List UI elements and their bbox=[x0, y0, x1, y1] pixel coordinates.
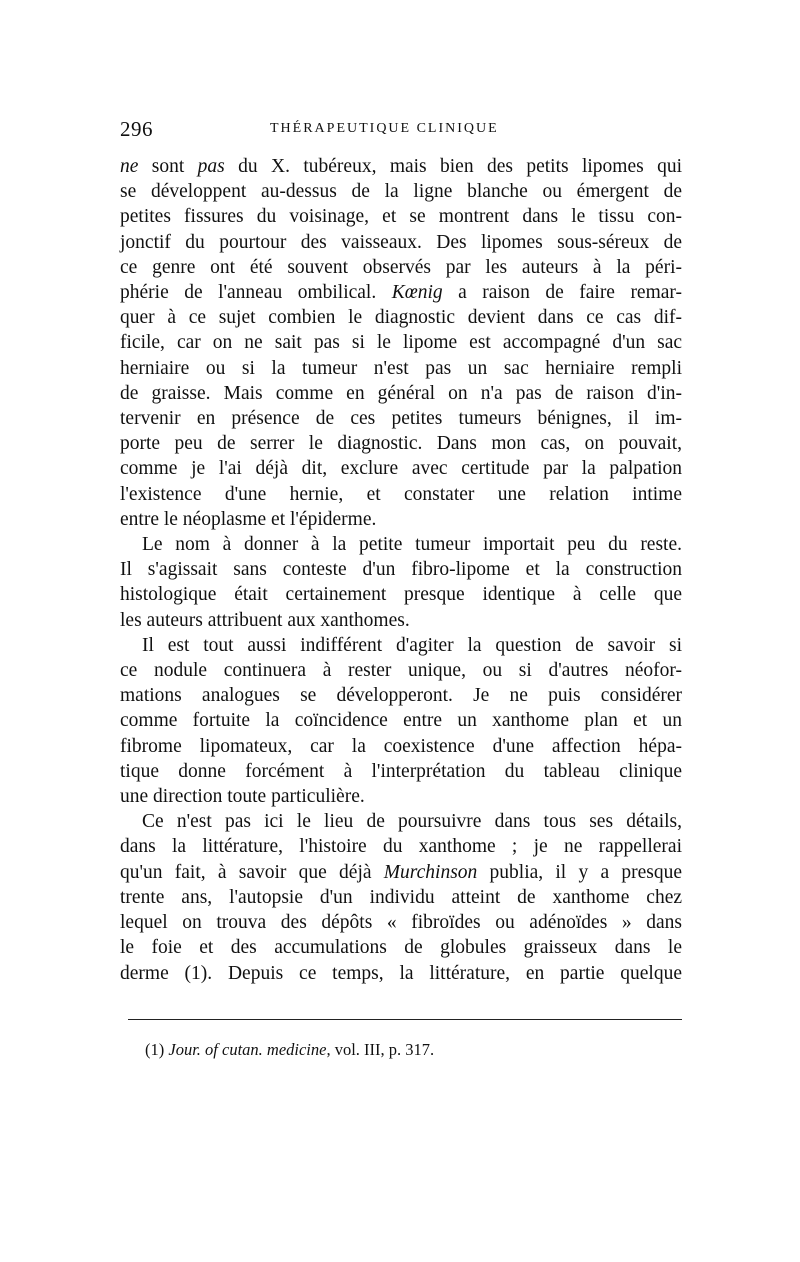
text-fragment: du X. tubéreux, mais bien des petits lipomes qui bbox=[224, 156, 682, 177]
text-line: le foie et des accumulations de globules graisseux dans le bbox=[120, 937, 682, 959]
text-line: herniaire ou si la tumeur n'est pas un sac herniaire rempli bbox=[120, 357, 682, 379]
text-line: histologique était certainement presque identique à celle que bbox=[120, 584, 682, 606]
text-line: tervenir en présence de ces petites tumeurs bénignes, il im- bbox=[120, 408, 682, 430]
italic-author: Kœnig bbox=[391, 282, 443, 304]
text-line bbox=[120, 154, 682, 179]
text-fragment: sont bbox=[138, 156, 198, 177]
footnote bbox=[145, 1040, 434, 1060]
text-line: petites fissures du voisinage, et se montrent dans le tissu con- bbox=[120, 206, 682, 228]
text-line: lequel on trouva des dépôts « fibroïdes ou adénoïdes » dans bbox=[120, 912, 682, 934]
text-line bbox=[120, 280, 682, 305]
text-line: de graisse. Mais comme en général on n'a pas de raison d'in- bbox=[120, 382, 682, 404]
text-line: se développent au-dessus de la ligne blanche ou émergent de bbox=[120, 181, 682, 203]
footnote-divider bbox=[128, 1019, 682, 1020]
text-fragment: a raison de faire remar- bbox=[442, 282, 683, 304]
text-line: ce genre ont été souvent observés par les auteurs à la péri- bbox=[120, 256, 682, 278]
text-fragment: publia, il y a presque bbox=[477, 861, 682, 883]
paragraph-3 bbox=[120, 633, 682, 809]
text-line: dans la littérature, l'histoire du xanthome ; je ne rappellerai bbox=[120, 836, 682, 858]
text-line: entre le néoplasme et l'épiderme. bbox=[120, 508, 377, 530]
page-number: 296 bbox=[120, 117, 153, 141]
text-line: Il s'agissait sans conteste d'un fibro-lipome et la construction bbox=[120, 559, 682, 581]
paragraph-1 bbox=[120, 154, 682, 532]
page-header bbox=[120, 117, 680, 141]
text-fragment: phérie de l'anneau ombilical. bbox=[120, 282, 392, 304]
footnote-number: (1) bbox=[145, 1040, 165, 1059]
italic-author: Murchinson bbox=[383, 861, 478, 883]
text-line: jonctif du pourtour des vaisseaux. Des lipomes sous-séreux de bbox=[120, 231, 682, 253]
text-line: Le nom à donner à la petite tumeur importait peu du reste. bbox=[142, 534, 682, 556]
text-line: comme fortuite la coïncidence entre un xanthome plan et un bbox=[120, 710, 682, 732]
text-line: trente ans, l'autopsie d'un individu atteint de xanthome chez bbox=[120, 886, 682, 908]
paragraph-2 bbox=[120, 532, 682, 633]
body-text bbox=[120, 154, 682, 986]
text-line: comme je l'ai déjà dit, exclure avec certitude par la palpation bbox=[120, 458, 682, 480]
text-line: tique donne forcément à l'interprétation du tableau clinique bbox=[120, 760, 682, 782]
text-line bbox=[120, 860, 682, 885]
text-line: les auteurs attribuent aux xanthomes. bbox=[120, 609, 410, 631]
text-line: fibrome lipomateux, car la coexistence d'une affection hépa- bbox=[120, 735, 682, 757]
text-fragment: qu'un fait, à savoir que déjà bbox=[120, 861, 384, 883]
text-line: Ce n'est pas ici le lieu de poursuivre dans tous ses détails, bbox=[142, 811, 682, 833]
text-line: ficile, car on ne sait pas si le lipome est accompagné d'un sac bbox=[120, 332, 682, 354]
paragraph-4 bbox=[120, 809, 682, 985]
text-line: porte peu de serrer le diagnostic. Dans mon cas, on pouvait, bbox=[120, 433, 682, 455]
text-line: mations analogues se développeront. Je ne puis considérer bbox=[120, 685, 682, 707]
text-line: une direction toute particulière. bbox=[120, 786, 365, 808]
italic-word: pas bbox=[197, 156, 225, 177]
text-line: quer à ce sujet combien le diagnostic devient dans ce cas dif- bbox=[120, 307, 682, 329]
text-line: derme (1). Depuis ce temps, la littérature, en partie quelque bbox=[120, 962, 682, 984]
footnote-journal: Jour. of cutan. medicine bbox=[168, 1040, 327, 1059]
text-line: ce nodule continuera à rester unique, ou si d'autres néofor- bbox=[120, 660, 682, 682]
footnote-reference: , vol. III, p. 317. bbox=[326, 1040, 435, 1059]
italic-word: ne bbox=[120, 156, 139, 177]
running-title: THÉRAPEUTIQUE CLINIQUE bbox=[270, 121, 499, 136]
text-line: l'existence d'une hernie, et constater une relation intime bbox=[120, 483, 682, 505]
text-line: Il est tout aussi indifférent d'agiter la question de savoir si bbox=[142, 634, 682, 656]
